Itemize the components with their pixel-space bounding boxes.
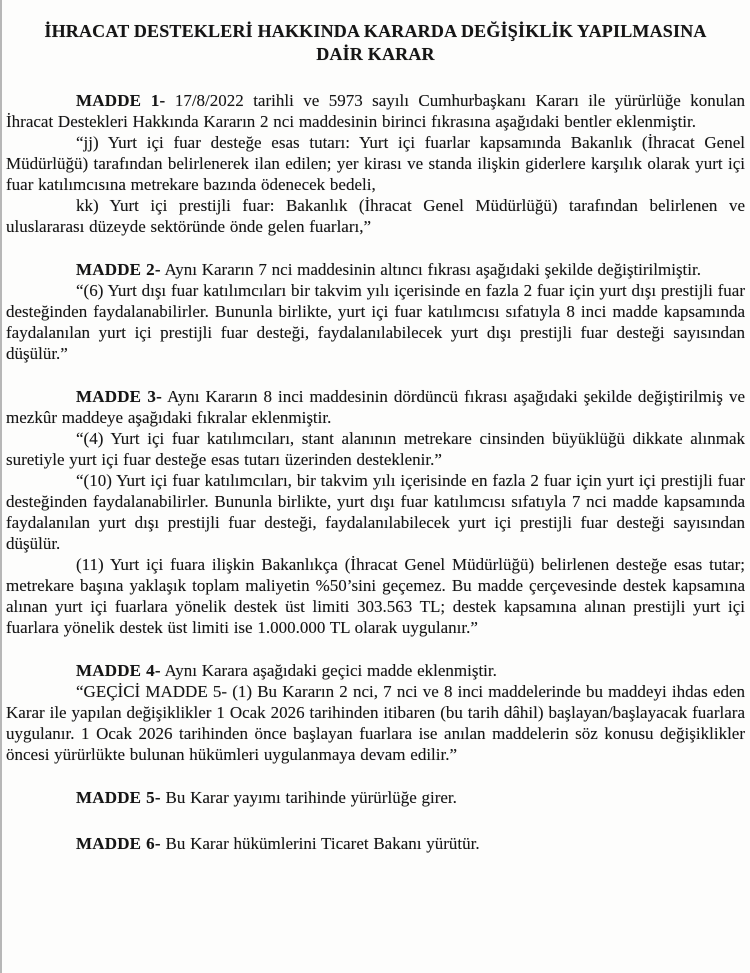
fikra-11: (11) Yurt içi fuara ilişkin Bakanlıkça (İhracat Genel Müdürlüğü) belirlenen desteğe esas tutar; metrekare başına yaklaşık toplam maliyetin %50’sini geçemez. Bu madde çerçevesinde destek kapsamına alınan yurt içi fuarlara yönelik destek üst limiti 303.563 TL; destek kapsamına alınan prestijli yurt içi fuarlara yönelik destek üst limiti ise 1.000.000 TL olarak uygulanır.” (6, 555, 745, 637)
madde-1: MADDE 1- 17/8/2022 tarihli ve 5973 sayılı Cumhurbaşkanı Kararı ile yürürlüğe konulan İhracat Destekleri Hakkında Kararın 2 nci maddesinin birinci fıkrasına aşağıdaki bentler eklenmiştir. (6, 91, 745, 131)
madde-3: MADDE 3- Aynı Kararın 8 inci maddesinin dördüncü fıkrası aşağıdaki şekilde değiştirilmiş ve mezkûr maddeye aşağıdaki fıkralar eklenmiştir. (6, 387, 745, 427)
madde-2-number: MADDE 2- (76, 260, 161, 279)
document-title-line2: DAİR KARAR (316, 44, 435, 64)
madde-2: MADDE 2- Aynı Kararın 7 nci maddesinin altıncı fıkrası aşağıdaki şekilde değiştirilmiştir. (76, 260, 701, 279)
fikra-4: “(4) Yurt içi fuar katılımcıları, stant alanının metrekare cinsinden büyüklüğü dikkate alınmak suretiyle yurt içi fuar desteğe esas tutarı üzerinden desteklenir.” (6, 429, 745, 469)
document-title-line1: İHRACAT DESTEKLERİ HAKKINDA KARARDA DEĞİŞİKLİK YAPILMASINA (44, 21, 707, 41)
document-body (6, 90, 745, 854)
fikra-6: “(6) Yurt dışı fuar katılımcıları bir takvim yılı içerisinde en fazla 2 fuar için yurt dışı prestijli fuar desteğinden faydalanabilirler. Bununla birlikte, yurt içi fuar katılımcısı sıfatıyla 8 inci madde kapsamında faydalanılan yurt içi prestijli fuar desteği, faydalanılabilecek yurt dışı prestijli fuar desteği sayısından düşülür.” (6, 281, 745, 363)
scan-edge-artifact (0, 0, 2, 973)
madde-5-number: MADDE 5- (76, 788, 161, 807)
bent-kk: kk) Yurt içi prestijli fuar: Bakanlık (İhracat Genel Müdürlüğü) tarafından belirlenen ve uluslararası düzeyde sektöründe önde gelen fuarları,” (6, 196, 745, 236)
madde-4: MADDE 4- Aynı Karara aşağıdaki geçici madde eklenmiştir. (76, 661, 497, 680)
bent-jj: “jj) Yurt içi fuar desteğe esas tutarı: Yurt içi fuarlar kapsamında Bakanlık (İhracat Genel Müdürlüğü) tarafından belirlenerek ilan edilen; yer kirası ve standa ilişkin giderlere karşılık olarak yurt içi fuar katılımcısına metrekare bazında ödenecek bedeli, (6, 133, 745, 194)
document-title (6, 20, 745, 66)
fikra-10: “(10) Yurt içi fuar katılımcıları, bir takvim yılı içerisinde en fazla 2 fuar için yurt içi prestijli fuar desteğinden faydalanabilirler. Bununla birlikte, yurt dışı fuar katılımcısı sıfatıyla 7 nci madde kapsamında faydalanılan yurt dışı prestijli fuar desteği, faydalanılabilecek yurt içi prestijli fuar desteği sayısından düşülür. (6, 471, 745, 553)
madde-5: MADDE 5- Bu Karar yayımı tarihinde yürürlüğe girer. (76, 788, 457, 807)
madde-3-number: MADDE 3- (76, 387, 162, 406)
gecici-madde-5: “GEÇİCİ MADDE 5- (1) Bu Kararın 2 nci, 7 nci ve 8 inci maddelerinde bu maddeyi ihdas eden Karar ile yapılan değişiklikler 1 Ocak 2026 tarihinden itibaren (bu tarih dâhil) başlayan/başlayacak fuarlara uygulanır. 1 Ocak 2026 tarihinden önce başlayan fuarlara ise anılan maddelerin söz konusu değişiklikler öncesi yürürlükte bulunan hükümleri uygulanmaya devam edilir.” (6, 682, 745, 764)
madde-6: MADDE 6- Bu Karar hükümlerini Ticaret Bakanı yürütür. (76, 834, 480, 853)
madde-4-number: MADDE 4- (76, 661, 161, 680)
madde-6-number: MADDE 6- (76, 834, 161, 853)
madde-1-number: MADDE 1- (76, 91, 166, 110)
